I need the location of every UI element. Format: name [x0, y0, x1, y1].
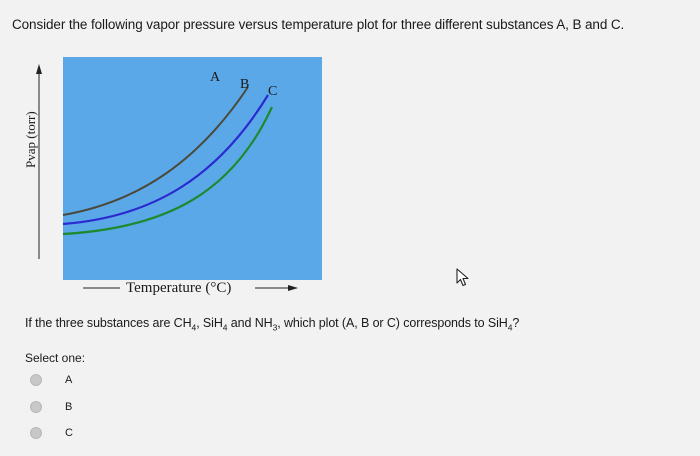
- curve-label-c: C: [268, 84, 278, 99]
- sub-question-text: If the three substances are $CH_4$, SiH$_4$ and $NH_3$, which plot (A, B or C) corresponds to SiH$_4$?: [25, 316, 520, 333]
- curve-label-b: B: [240, 77, 250, 92]
- option-a-label: A: [65, 374, 73, 386]
- radio-circle-icon[interactable]: [30, 401, 42, 413]
- vapor-pressure-plot: [28, 52, 328, 297]
- x-axis-arrowhead: [288, 285, 298, 291]
- curve-label-a: A: [210, 70, 221, 85]
- option-b[interactable]: [30, 399, 72, 415]
- x-axis-label: Temperature (°C): [126, 280, 232, 296]
- radio-circle-icon[interactable]: [30, 374, 42, 386]
- mouse-pointer-icon: [456, 268, 470, 288]
- y-axis-label: Pvap (torr): [23, 111, 38, 168]
- option-c[interactable]: [30, 425, 73, 441]
- select-one-label: Select one:: [25, 351, 86, 365]
- y-axis-arrowhead: [36, 64, 42, 74]
- option-c-label: C: [65, 427, 73, 439]
- radio-circle-icon[interactable]: [30, 427, 42, 439]
- option-b-label: B: [65, 401, 73, 413]
- question-text: Consider the following vapor pressure versus temperature plot for three different substances A, B and C.: [12, 17, 625, 32]
- option-a[interactable]: [30, 372, 72, 388]
- plot-background: [63, 57, 322, 280]
